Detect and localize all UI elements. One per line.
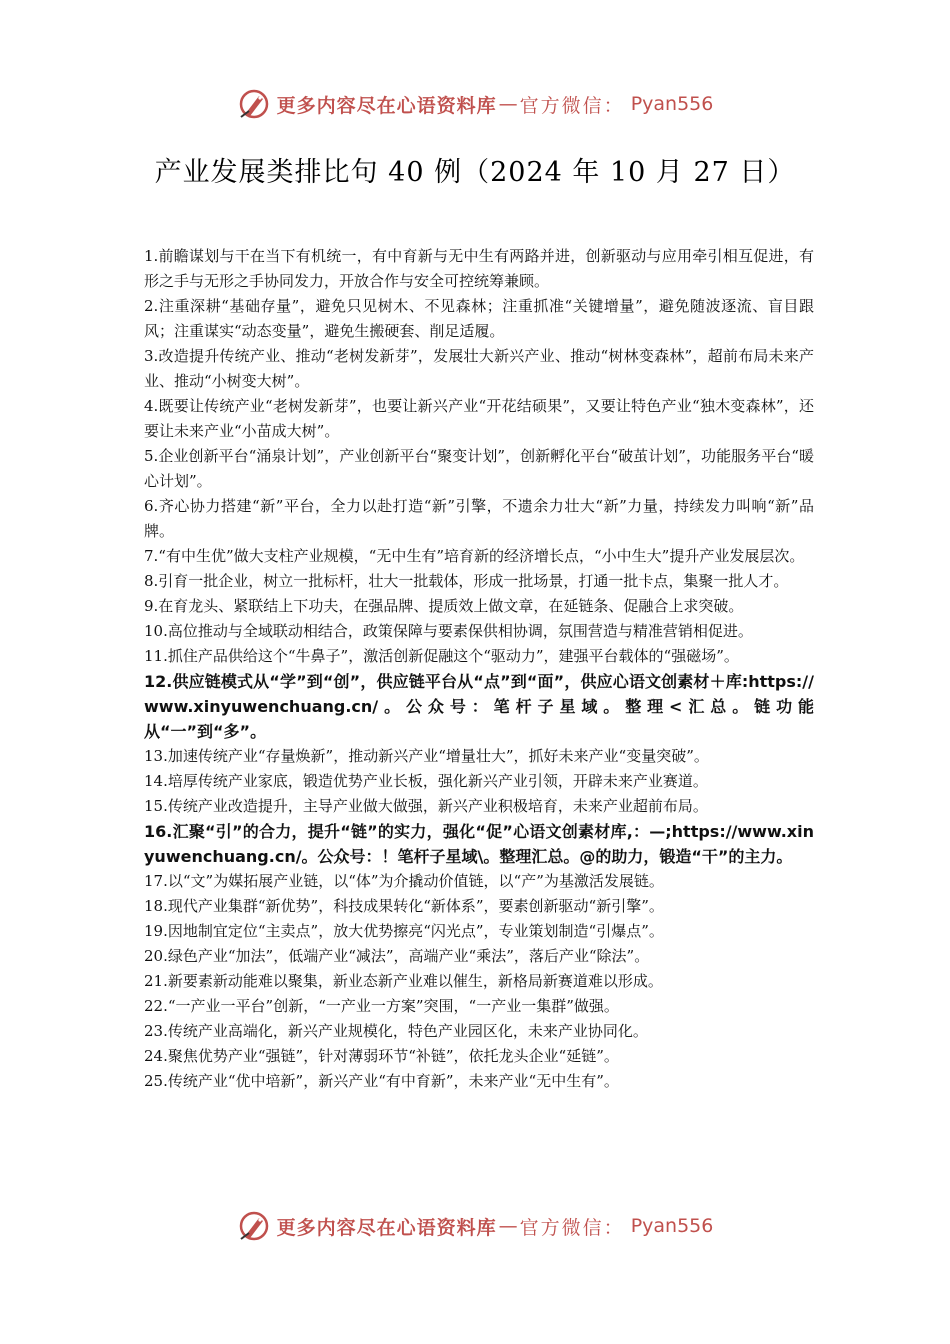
list-item: 24.聚焦优势产业“强链”，针对薄弱环节“补链”，依托龙头企业“延链”。 — [144, 1047, 619, 1065]
list-item: 8.引育一批企业，树立一批标杆，壮大一批载体，形成一批场景，打通一批卡点，集聚一批人才。 — [144, 572, 789, 590]
list-item: 18.现代产业集群“新优势”，科技成果转化“新体系”，要素创新驱动“新引擎”。 — [144, 897, 664, 915]
list-item: 6.齐心协力搭建“新”平台，全力以赴打造“新”引擎，不遗余力壮大“新”力量，持续发力叫响“新”品牌。 — [144, 497, 814, 540]
list-item: 10.高位推动与全域联动相结合，政策保障与要素保供相协调，氛围营造与精准营销相促进。 — [144, 622, 753, 640]
watermark-wechat-label: 官方微信： — [519, 94, 625, 117]
pen-nib-logo-icon — [237, 1209, 271, 1243]
watermark-wechat-id: Pyan556 — [630, 93, 714, 115]
list-item: 3.改造提升传统产业、推动“老树发新芽”，发展壮大新兴产业、推动“树林变森林”，超前布局未来产业、推动“小树变大树”。 — [144, 347, 814, 390]
list-item: 21.新要素新动能难以聚集，新业态新产业难以催生，新格局新赛道难以形成。 — [144, 972, 663, 990]
list-item: 16.汇聚“引”的合力，提升“链”的实力，强化“促”心语文创素材库,：—;https://www.xinyuwenchuang.cn/。公众号：！笔杆子星域\。整理汇总。@的助力，锻造“干”的主力。 — [144, 822, 814, 866]
list-item: 11.抓住产品供给这个“牛鼻子”，激活创新促融这个“驱动力”，建强平台载体的“强磁场”。 — [144, 647, 739, 665]
list-item: 19.因地制宜定位“主卖点”，放大优势擦亮“闪光点”，专业策划制造“引爆点”。 — [144, 922, 664, 940]
list-item: 9.在育龙头、紧联结上下功夫，在强品牌、提质效上做文章，在延链条、促融合上求突破。 — [144, 597, 744, 615]
watermark-dash: — — [498, 93, 518, 115]
list-item: 20.绿色产业“加法”，低端产业“减法”，高端产业“乘法”，落后产业“除法”。 — [144, 947, 650, 965]
list-item: 23.传统产业高端化，新兴产业规模化，特色产业园区化，未来产业协同化。 — [144, 1022, 648, 1040]
list-item: 5.企业创新平台“涌泉计划”，产业创新平台“聚变计划”，创新孵化平台“破茧计划”，功能服务平台“暖心计划”。 — [144, 447, 814, 490]
pen-nib-logo-icon — [237, 87, 271, 121]
list-item: 22.“一产业一平台”创新，“一产业一方案”突围，“一产业一集群”做强。 — [144, 997, 619, 1015]
list-item: 12.供应链模式从“学”到“创”，供应链平台从“点”到“面”，供应心语文创素材＋库:https://www.xinyuwenchuang.cn/。公众号：笔杆子星域。整理<汇总。链功能从“一”到“多”。 — [144, 672, 814, 741]
list-item: 7.“有中生优”做大支柱产业规模，“无中生有”培育新的经济增长点，“小中生大”提升产业发展层次。 — [144, 547, 805, 565]
header-watermark — [0, 86, 950, 122]
list-item: 4.既要让传统产业“老树发新芽”，也要让新兴产业“开花结硕果”，又要让特色产业“独木变森林”，还要让未来产业“小苗成大树”。 — [144, 397, 814, 440]
watermark-wechat-id: Pyan556 — [630, 1215, 714, 1237]
watermark-text: 更多内容尽在心语资料库 — [276, 1216, 497, 1239]
watermark-wechat-label: 官方微信： — [519, 1216, 625, 1239]
list-item: 2.注重深耕“基础存量”，避免只见树木、不见森林；注重抓准“关键增量”，避免随波逐流、盲目跟风；注重谋实“动态变量”，避免生搬硬套、削足适履。 — [144, 297, 814, 340]
page-title: 产业发展类排比句 40 例（2024 年 10 月 27 日） — [154, 157, 796, 188]
list-item: 15.传统产业改造提升，主导产业做大做强，新兴产业积极培育，未来产业超前布局。 — [144, 797, 708, 815]
footer-watermark — [0, 1208, 950, 1244]
list-item: 17.以“文”为媒拓展产业链，以“体”为介撬动价值链，以“产”为基激活发展链。 — [144, 872, 664, 890]
list-item: 1.前瞻谋划与干在当下有机统一，有中育新与无中生有两路并进，创新驱动与应用牵引相互促进，有形之手与无形之手协同发力，开放合作与安全可控统筹兼顾。 — [144, 247, 814, 290]
sentence-list — [144, 244, 814, 1094]
list-item: 14.培厚传统产业家底，锻造优势产业长板，强化新兴产业引领，开辟未来产业赛道。 — [144, 772, 708, 790]
list-item: 13.加速传统产业“存量焕新”，推动新兴产业“增量壮大”，抓好未来产业“变量突破”。 — [144, 747, 709, 765]
list-item: 25.传统产业“优中培新”，新兴产业“有中育新”，未来产业“无中生有”。 — [144, 1072, 619, 1090]
watermark-text: 更多内容尽在心语资料库 — [276, 94, 497, 117]
watermark-dash: — — [498, 1215, 518, 1237]
